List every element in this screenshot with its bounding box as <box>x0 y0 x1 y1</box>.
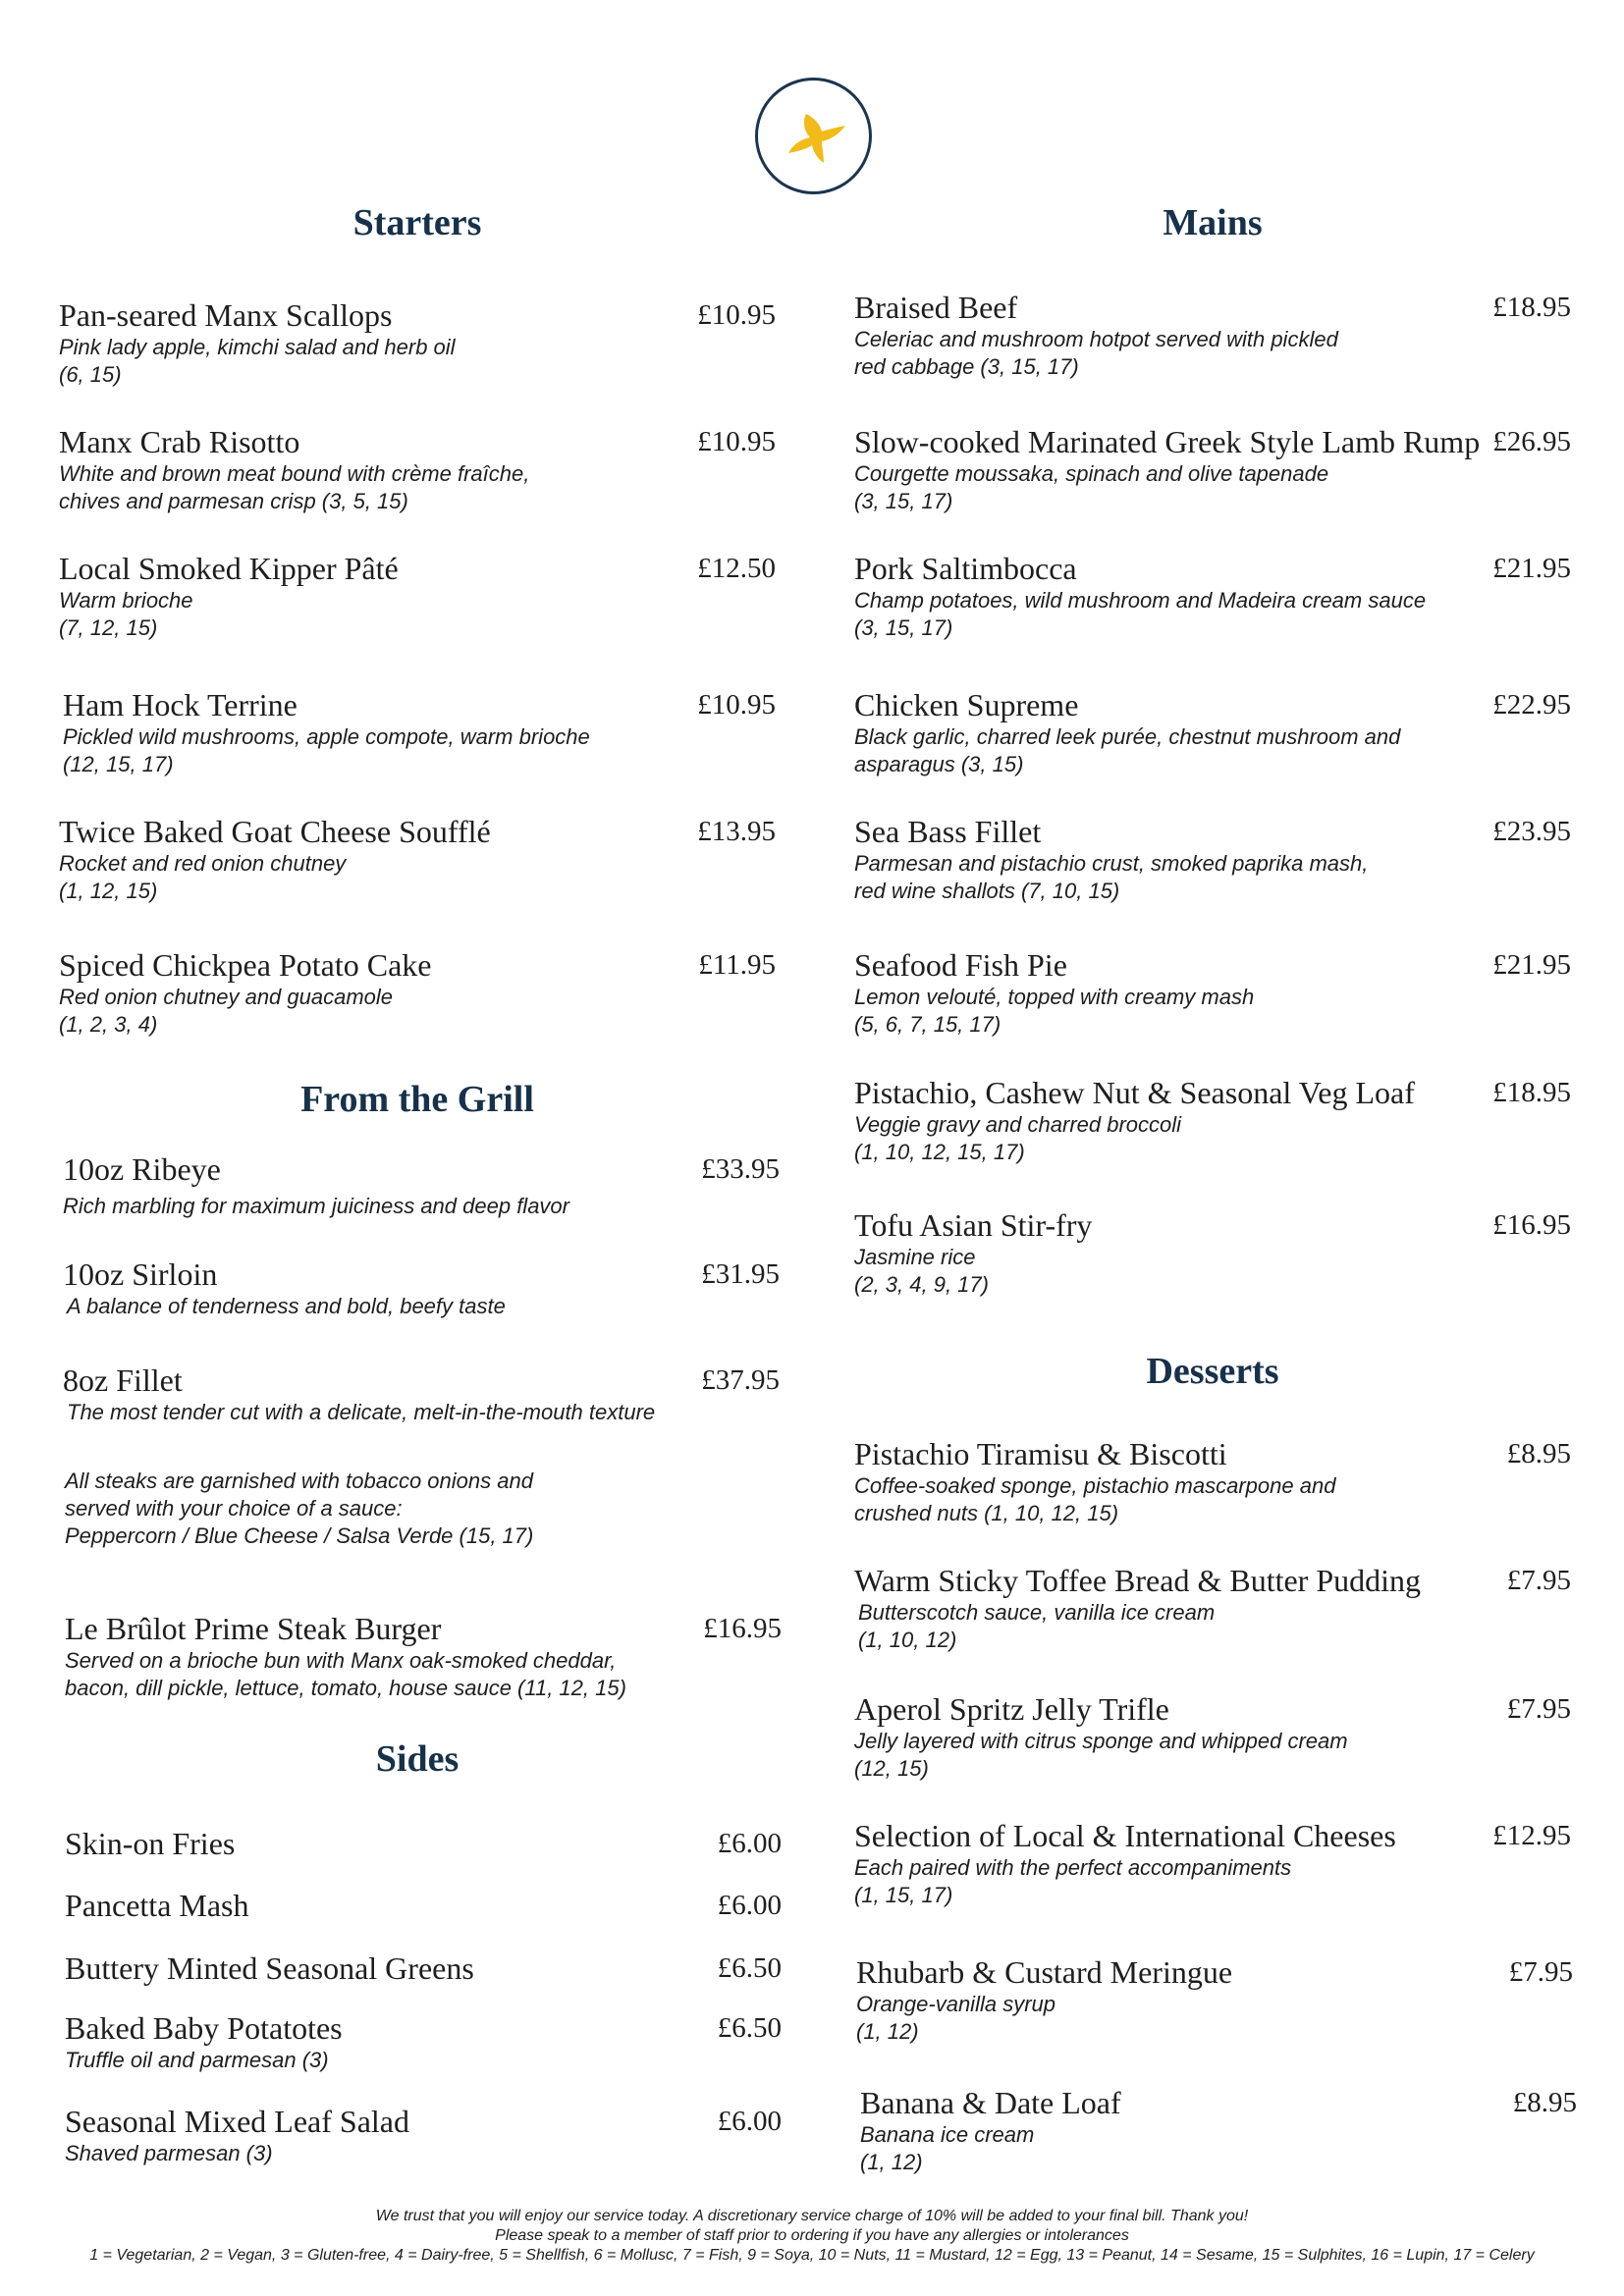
item-name: Rhubarb & Custard Meringue <box>856 1954 1233 1990</box>
logo <box>755 78 872 194</box>
item-description: Butterscotch sauce, vanilla ice cream (1, 10, 12) <box>858 1600 1216 1652</box>
main-item <box>854 290 1571 381</box>
item-price: £31.95 <box>701 1258 780 1290</box>
item-price: £18.95 <box>1492 1077 1571 1108</box>
grill-heading: From the Grill <box>300 1079 534 1120</box>
mains-heading: Mains <box>1163 202 1263 243</box>
item-price: £7.95 <box>1506 1565 1571 1596</box>
allergy-note: Please speak to a member of staff prior to ordering if you have any allergies or intolerances <box>495 2227 1129 2244</box>
item-price: £16.95 <box>703 1613 782 1644</box>
item-price: £6.00 <box>717 1890 782 1921</box>
side-item <box>65 1826 782 1861</box>
item-name: Manx Crab Risotto <box>59 424 300 459</box>
item-name: Warm Sticky Toffee Bread & Butter Pudding <box>854 1563 1422 1598</box>
item-description: White and brown meat bound with crème fraîche, chives and parmesan crisp (3, 5, 15) <box>59 461 530 513</box>
bird-icon <box>777 102 851 171</box>
item-price: £37.95 <box>701 1364 780 1396</box>
item-description: Banana ice cream (1, 12) <box>860 2122 1035 2174</box>
steak-sauce-note: All steaks are garnished with tobacco onions and served with your choice of a sauce: Peppercorn / Blue Cheese / Salsa Verde (15, 17) <box>65 1468 534 1548</box>
main-item <box>854 947 1571 1039</box>
dessert-item <box>860 2085 1577 2176</box>
item-description: Veggie gravy and charred broccoli (1, 10, 12, 15, 17) <box>854 1112 1182 1164</box>
item-name: Le Brûlot Prime Steak Burger <box>65 1611 442 1646</box>
starter-item <box>63 687 776 778</box>
dessert-item <box>854 1436 1571 1527</box>
burger-item <box>65 1611 782 1702</box>
side-item <box>65 2010 782 2074</box>
item-name: Ham Hock Terrine <box>63 687 298 722</box>
allergen-key: 1 = Vegetarian, 2 = Vegan, 3 = Gluten-free, 4 = Dairy-free, 5 = Shellfish, 6 = Mollusc, 7 = Fish, 9 = Soya, 10 = Nuts, 11 = Mustard, 12 = Egg, 13 = Peanut, 14 = Sesame, 15 = Sulphites, 16 = Lupin, 17 = Celery <box>89 2247 1535 2264</box>
item-name: Chicken Supreme <box>854 687 1079 722</box>
item-name: 8oz Fillet <box>63 1362 183 1398</box>
side-item <box>65 1888 782 1923</box>
item-name: Pistachio Tiramisu & Biscotti <box>854 1436 1227 1471</box>
item-price: £16.95 <box>1492 1209 1571 1241</box>
main-item <box>854 814 1571 905</box>
desserts-heading: Desserts <box>1146 1351 1279 1392</box>
main-item <box>854 424 1571 515</box>
item-price: £33.95 <box>701 1153 780 1185</box>
side-item <box>65 2104 782 2167</box>
main-item <box>854 687 1571 778</box>
item-description: A balance of tenderness and bold, beefy taste <box>67 1294 506 1318</box>
starter-item <box>59 551 776 642</box>
dessert-item <box>854 1563 1571 1654</box>
item-price: £7.95 <box>1506 1693 1571 1725</box>
item-name: Pan-seared Manx Scallops <box>59 297 393 333</box>
item-price: £13.95 <box>697 816 776 847</box>
item-description: Served on a brioche bun with Manx oak-smoked cheddar, bacon, dill pickle, lettuce, tomato, house sauce (11, 12, 15) <box>65 1648 626 1700</box>
grill-item <box>63 1256 780 1320</box>
item-price: £6.50 <box>717 1952 782 1984</box>
item-name: Tofu Asian Stir-fry <box>854 1207 1093 1243</box>
item-price: £23.95 <box>1492 816 1571 847</box>
item-description: Jasmine rice (2, 3, 4, 9, 17) <box>854 1245 989 1297</box>
item-description: Rich marbling for maximum juiciness and deep flavor <box>63 1194 569 1218</box>
item-name: Seafood Fish Pie <box>854 947 1067 983</box>
item-name: Banana & Date Loaf <box>860 2085 1121 2120</box>
item-description: Jelly layered with citrus sponge and whipped cream (12, 15) <box>854 1729 1348 1781</box>
main-item <box>854 1075 1571 1166</box>
starter-item <box>59 424 776 515</box>
item-name: Local Smoked Kipper Pâté <box>59 551 399 586</box>
starter-item <box>59 814 776 905</box>
item-description: Red onion chutney and guacamole (1, 2, 3, 4) <box>59 985 394 1037</box>
starter-item <box>59 947 776 1039</box>
item-name: Twice Baked Goat Cheese Soufflé <box>59 814 491 849</box>
item-price: £26.95 <box>1492 426 1571 457</box>
dessert-item <box>854 1691 1571 1783</box>
item-description: Warm brioche (7, 12, 15) <box>59 588 193 640</box>
starters-heading: Starters <box>352 202 482 243</box>
item-price: £10.95 <box>697 299 776 331</box>
grill-item <box>63 1151 780 1220</box>
item-name: Buttery Minted Seasonal Greens <box>65 1950 474 1986</box>
item-name: Pork Saltimbocca <box>854 551 1077 586</box>
item-description: Shaved parmesan (3) <box>65 2141 273 2165</box>
dessert-item <box>856 1954 1573 2046</box>
item-name: Pancetta Mash <box>65 1888 249 1923</box>
item-name: Slow-cooked Marinated Greek Style Lamb Rump <box>854 424 1481 459</box>
item-description: The most tender cut with a delicate, melt-in-the-mouth texture <box>67 1400 656 1424</box>
item-price: £8.95 <box>1506 1438 1571 1469</box>
item-price: £8.95 <box>1512 2087 1577 2118</box>
item-price: £12.95 <box>1492 1820 1571 1851</box>
item-description: Coffee-soaked sponge, pistachio mascarpone and crushed nuts (1, 10, 12, 15) <box>854 1473 1336 1525</box>
dessert-item <box>854 1818 1571 1909</box>
item-description: Courgette moussaka, spinach and olive tapenade (3, 15, 17) <box>854 461 1329 513</box>
item-price: £12.50 <box>697 553 776 584</box>
item-price: £6.00 <box>717 2106 782 2137</box>
item-description: Black garlic, charred leek purée, chestnut mushroom and asparagus (3, 15) <box>854 724 1401 776</box>
item-description: Celeriac and mushroom hotpot served with pickled red cabbage (3, 15, 17) <box>854 327 1338 379</box>
item-price: £10.95 <box>697 689 776 721</box>
item-price: £21.95 <box>1492 553 1571 584</box>
item-name: Baked Baby Potatotes <box>65 2010 343 2046</box>
item-name: Seasonal Mixed Leaf Salad <box>65 2104 409 2139</box>
item-name: 10oz Sirloin <box>63 1256 218 1292</box>
main-item <box>854 1207 1571 1299</box>
item-price: £21.95 <box>1492 949 1571 981</box>
item-price: £6.00 <box>717 1828 782 1859</box>
grill-item <box>63 1362 780 1426</box>
starter-item <box>59 297 776 389</box>
service-charge-note: We trust that you will enjoy our service today. A discretionary service charge of 10% will be added to your final bill. Thank you! <box>375 2208 1249 2224</box>
item-name: Sea Bass Fillet <box>854 814 1042 849</box>
item-price: £10.95 <box>697 426 776 457</box>
item-name: Spiced Chickpea Potato Cake <box>59 947 432 983</box>
main-item <box>854 551 1571 642</box>
item-name: Aperol Spritz Jelly Trifle <box>854 1691 1169 1727</box>
item-name: Pistachio, Cashew Nut & Seasonal Veg Loaf <box>854 1075 1415 1110</box>
item-description: Pink lady apple, kimchi salad and herb oil (6, 15) <box>59 335 456 387</box>
item-description: Rocket and red onion chutney (1, 12, 15) <box>59 851 347 903</box>
item-price: £18.95 <box>1492 292 1571 323</box>
item-price: £11.95 <box>698 949 776 981</box>
sides-heading: Sides <box>375 1738 460 1780</box>
item-description: Lemon velouté, topped with creamy mash (5, 6, 7, 15, 17) <box>854 985 1255 1037</box>
item-description: Champ potatoes, wild mushroom and Madeira cream sauce (3, 15, 17) <box>854 588 1427 640</box>
item-price: £6.50 <box>717 2012 782 2044</box>
item-description: Pickled wild mushrooms, apple compote, warm brioche (12, 15, 17) <box>63 724 590 776</box>
item-name: Selection of Local & International Cheeses <box>854 1818 1396 1853</box>
item-name: 10oz Ribeye <box>63 1151 221 1187</box>
side-item <box>65 1950 782 1986</box>
item-name: Braised Beef <box>854 290 1018 325</box>
item-price: £7.95 <box>1508 1956 1573 1988</box>
item-description: Truffle oil and parmesan (3) <box>65 2048 329 2072</box>
footer <box>0 2207 1624 2266</box>
item-name: Skin-on Fries <box>65 1826 236 1861</box>
item-description: Each paired with the perfect accompaniments (1, 15, 17) <box>854 1855 1292 1907</box>
item-price: £22.95 <box>1492 689 1571 721</box>
item-description: Orange-vanilla syrup (1, 12) <box>856 1992 1056 2044</box>
item-description: Parmesan and pistachio crust, smoked paprika mash, red wine shallots (7, 10, 15) <box>854 851 1369 903</box>
